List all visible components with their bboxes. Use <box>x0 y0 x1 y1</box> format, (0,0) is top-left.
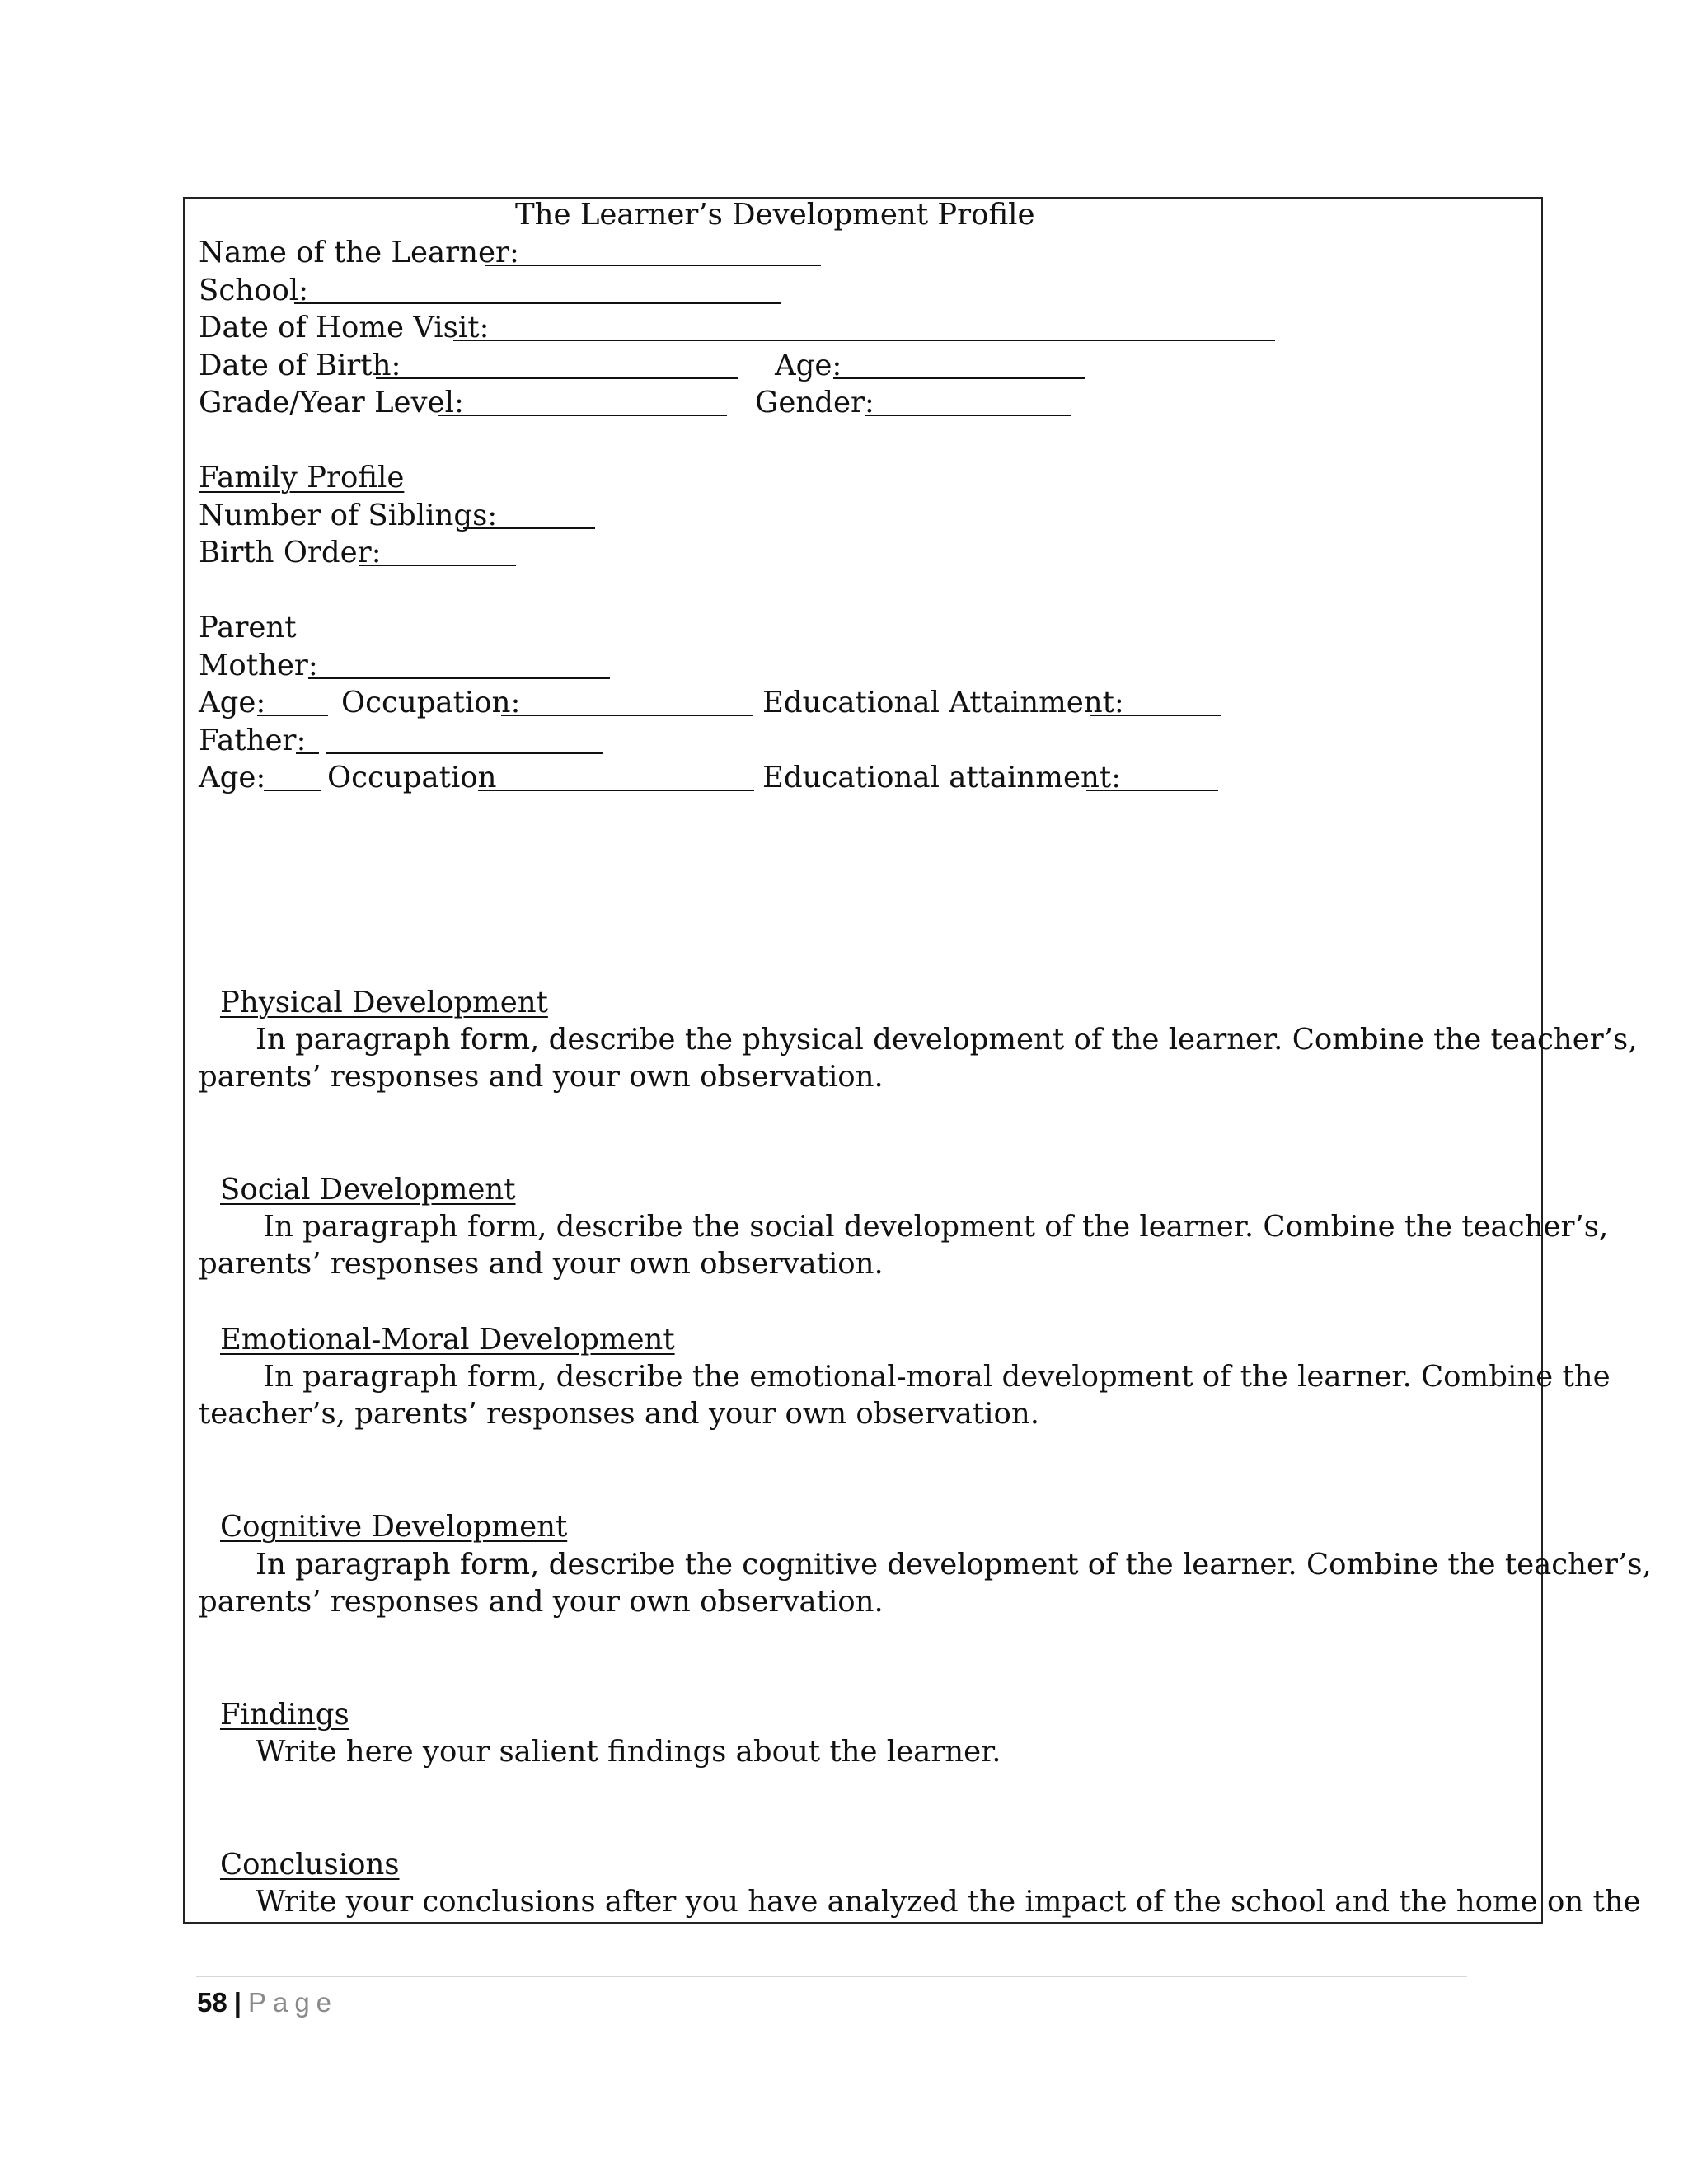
home-visit-label: Date of Home Visit: <box>199 311 490 344</box>
age-blank[interactable] <box>833 377 1085 379</box>
family-profile-heading: Family Profile <box>199 461 405 494</box>
page-number: 58 <box>197 1987 227 2018</box>
page-footer <box>197 1984 338 2022</box>
father-education-label: Educational attainment: <box>762 761 1122 794</box>
gender-label: Gender: <box>755 386 874 419</box>
section-text-emotional-moral-2: teacher’s, parents’ responses and your own observation. <box>199 1397 1040 1431</box>
father-education-blank[interactable] <box>1086 790 1218 791</box>
father-occupation-blank[interactable] <box>478 790 754 791</box>
school-label: School: <box>199 274 309 307</box>
birth-order-label: Birth Order: <box>199 536 382 569</box>
mother-label: Mother: <box>199 649 318 682</box>
grade-blank[interactable] <box>438 415 727 416</box>
mother-education-blank[interactable] <box>1090 715 1221 716</box>
grade-label: Grade/Year Level: <box>199 386 464 419</box>
section-text-cognitive-2: parents’ responses and your own observation. <box>199 1585 884 1619</box>
section-text-physical-1: In paragraph form, describe the physical development of the learner. Combine the teacher’s, <box>256 1023 1638 1057</box>
father-blank[interactable] <box>326 752 603 754</box>
birth-order-blank[interactable] <box>359 565 516 566</box>
form-title: The Learner’s Development Profile <box>515 198 1035 232</box>
section-text-physical-2: parents’ responses and your own observation. <box>199 1060 884 1094</box>
father-blank-short[interactable] <box>296 752 319 754</box>
parent-heading: Parent <box>199 611 297 644</box>
home-visit-blank[interactable] <box>453 340 1275 341</box>
name-blank[interactable] <box>485 265 821 266</box>
page-word: Page <box>247 1987 339 2018</box>
birth-label: Date of Birth: <box>199 349 401 382</box>
mother-occupation-blank[interactable] <box>501 715 753 716</box>
section-heading-social: Social Development <box>220 1173 516 1207</box>
section-text-emotional-moral-1: In paragraph form, describe the emotional-moral development of the learner. Combine the <box>263 1360 1611 1394</box>
section-text-social-2: parents’ responses and your own observation. <box>199 1247 884 1281</box>
footer-separator: | <box>233 1987 241 2018</box>
section-text-conclusions: Write your conclusions after you have analyzed the impact of the school and the home on the <box>256 1885 1641 1919</box>
section-heading-physical: Physical Development <box>220 986 548 1019</box>
birth-blank[interactable] <box>376 377 738 379</box>
section-text-cognitive-1: In paragraph form, describe the cognitive development of the learner. Combine the teacher’s, <box>256 1548 1652 1582</box>
siblings-blank[interactable] <box>463 527 595 529</box>
father-label: Father: <box>199 724 307 757</box>
age-label: Age: <box>775 349 842 382</box>
father-age-blank[interactable] <box>264 790 321 791</box>
section-heading-conclusions: Conclusions <box>220 1848 400 1882</box>
mother-age-label: Age: <box>199 686 266 719</box>
father-occupation-label: Occupation <box>327 761 497 794</box>
father-age-label: Age: <box>199 761 266 794</box>
footer-rule <box>196 1976 1467 1977</box>
section-text-social-1: In paragraph form, describe the social development of the learner. Combine the teacher’s, <box>263 1210 1609 1244</box>
name-label: Name of the Learner: <box>199 236 519 269</box>
section-heading-findings: Findings <box>220 1698 349 1732</box>
mother-blank[interactable] <box>308 677 610 679</box>
mother-age-blank[interactable] <box>257 715 328 716</box>
gender-blank[interactable] <box>865 415 1071 416</box>
section-text-findings: Write here your salient findings about the learner. <box>256 1735 1001 1769</box>
mother-occupation-label: Occupation: <box>341 686 521 719</box>
section-heading-emotional-moral: Emotional-Moral Development <box>220 1323 675 1357</box>
school-blank[interactable] <box>294 302 781 304</box>
section-heading-cognitive: Cognitive Development <box>220 1510 568 1544</box>
siblings-label: Number of Siblings: <box>199 499 498 532</box>
mother-education-label: Educational Attainment: <box>762 686 1124 719</box>
